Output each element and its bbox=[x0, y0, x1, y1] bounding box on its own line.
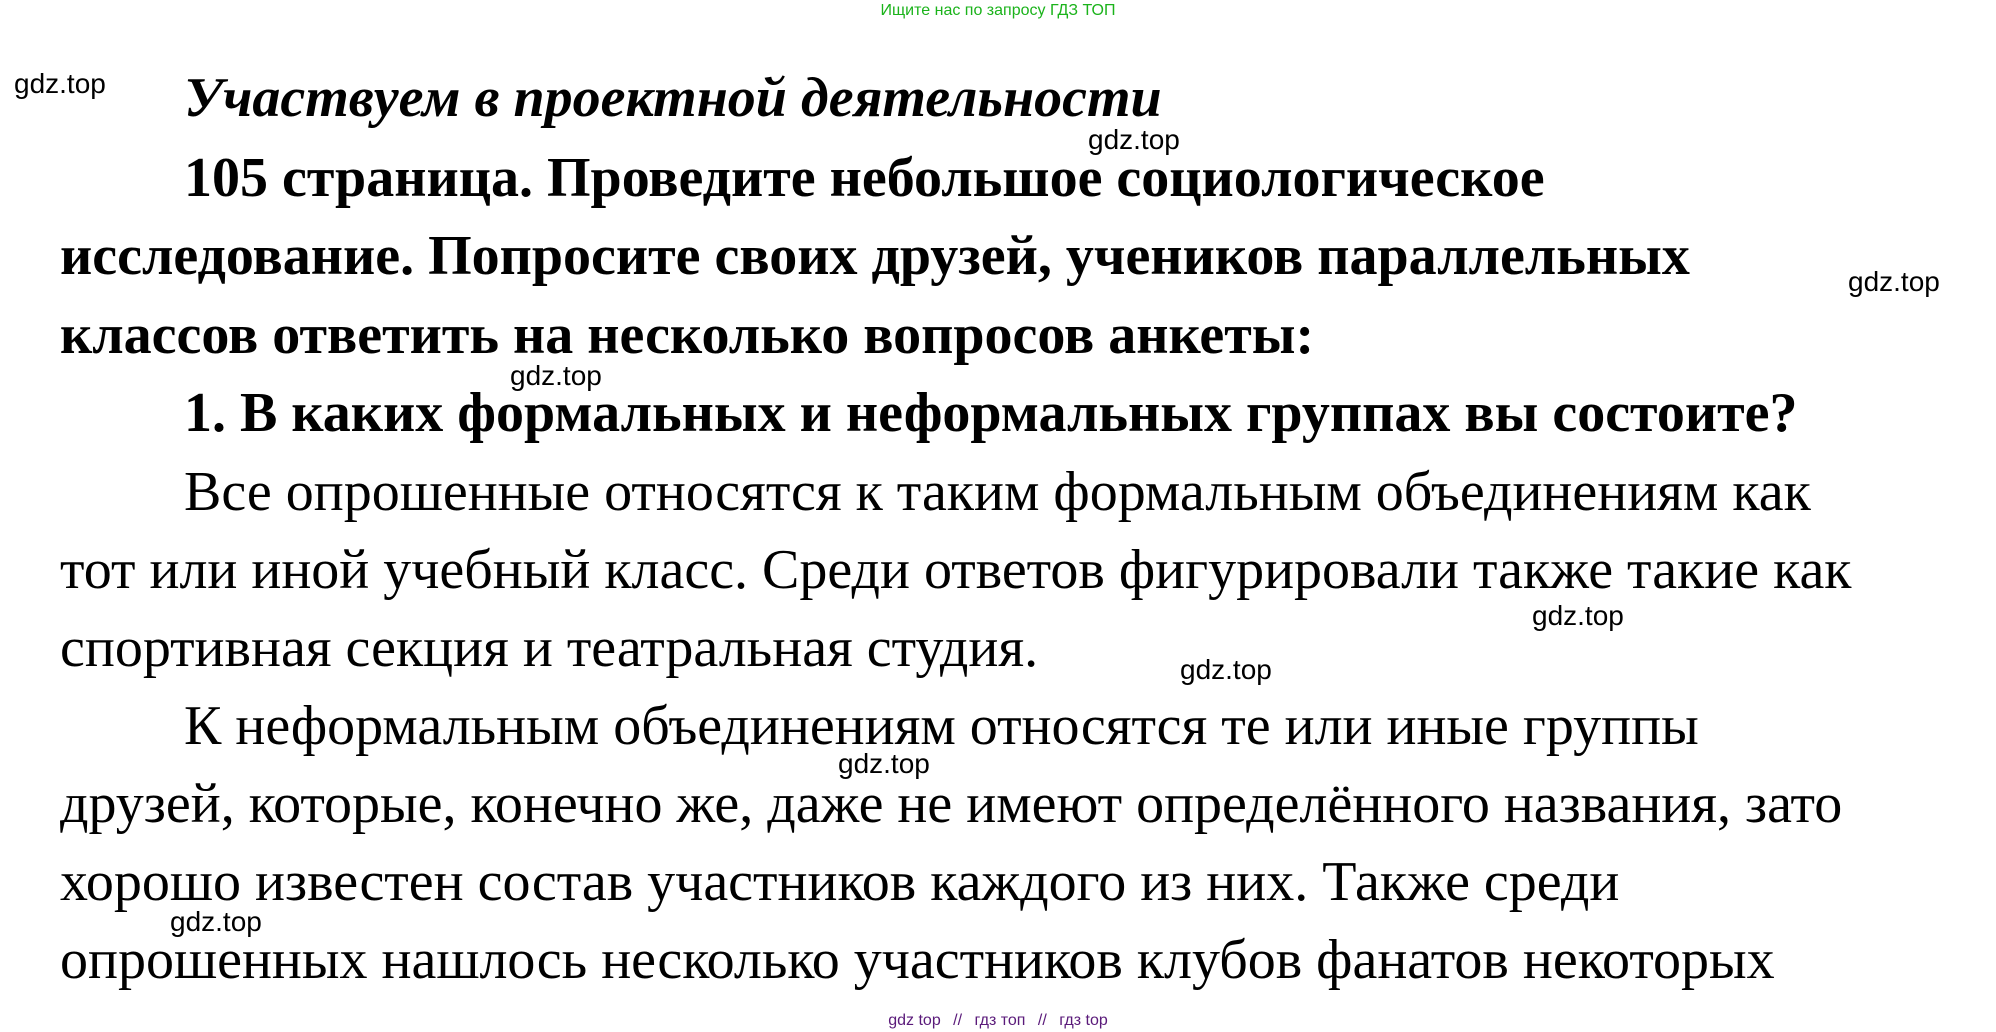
watermark: gdz.top bbox=[838, 748, 930, 779]
answer-line: друзей, которые, конечно же, даже не имеют определённого названия, зато bbox=[60, 773, 1843, 835]
task-line: 105 страница. Проведите небольшое социологическое bbox=[184, 147, 1545, 209]
answer-line: Все опрошенные относятся к таким формальным объединениям как bbox=[184, 461, 1811, 523]
footer-links bbox=[0, 1012, 1996, 1030]
watermark: gdz.top bbox=[1180, 654, 1272, 685]
watermark: gdz.top bbox=[170, 906, 262, 937]
footer-link[interactable]: гдз топ bbox=[974, 1012, 1026, 1029]
answer-line: К неформальным объединениям относятся те или иные группы bbox=[184, 695, 1699, 757]
footer-link[interactable]: гдз top bbox=[1059, 1012, 1108, 1029]
answer-line: спортивная секция и театральная студия. bbox=[60, 617, 1039, 679]
footer-separator: // bbox=[1037, 1012, 1047, 1029]
footer-separator: // bbox=[953, 1012, 963, 1029]
watermark: gdz.top bbox=[1532, 600, 1624, 631]
watermark: gdz.top bbox=[510, 360, 602, 391]
watermark: gdz.top bbox=[14, 68, 106, 99]
watermark: gdz.top bbox=[1848, 266, 1940, 297]
question-heading: 1. В каких формальных и неформальных группах вы состоите? bbox=[184, 382, 1798, 444]
task-line: классов ответить на несколько вопросов анкеты: bbox=[60, 304, 1315, 366]
watermark: gdz.top bbox=[1088, 124, 1180, 155]
page-title: Участвуем в проектной деятельности bbox=[184, 67, 1162, 129]
footer-link[interactable]: gdz top bbox=[888, 1012, 941, 1029]
answer-line: опрошенных нашлось несколько участников клубов фанатов некоторых bbox=[60, 929, 1775, 991]
task-line: исследование. Попросите своих друзей, учеников параллельных bbox=[60, 225, 1690, 287]
answer-line: тот или иной учебный класс. Среди ответов фигурировали также такие как bbox=[60, 539, 1852, 601]
top-banner: Ищите нас по запросу ГДЗ ТОП bbox=[880, 2, 1116, 19]
answer-line: хорошо известен состав участников каждого из них. Также среди bbox=[60, 851, 1620, 913]
